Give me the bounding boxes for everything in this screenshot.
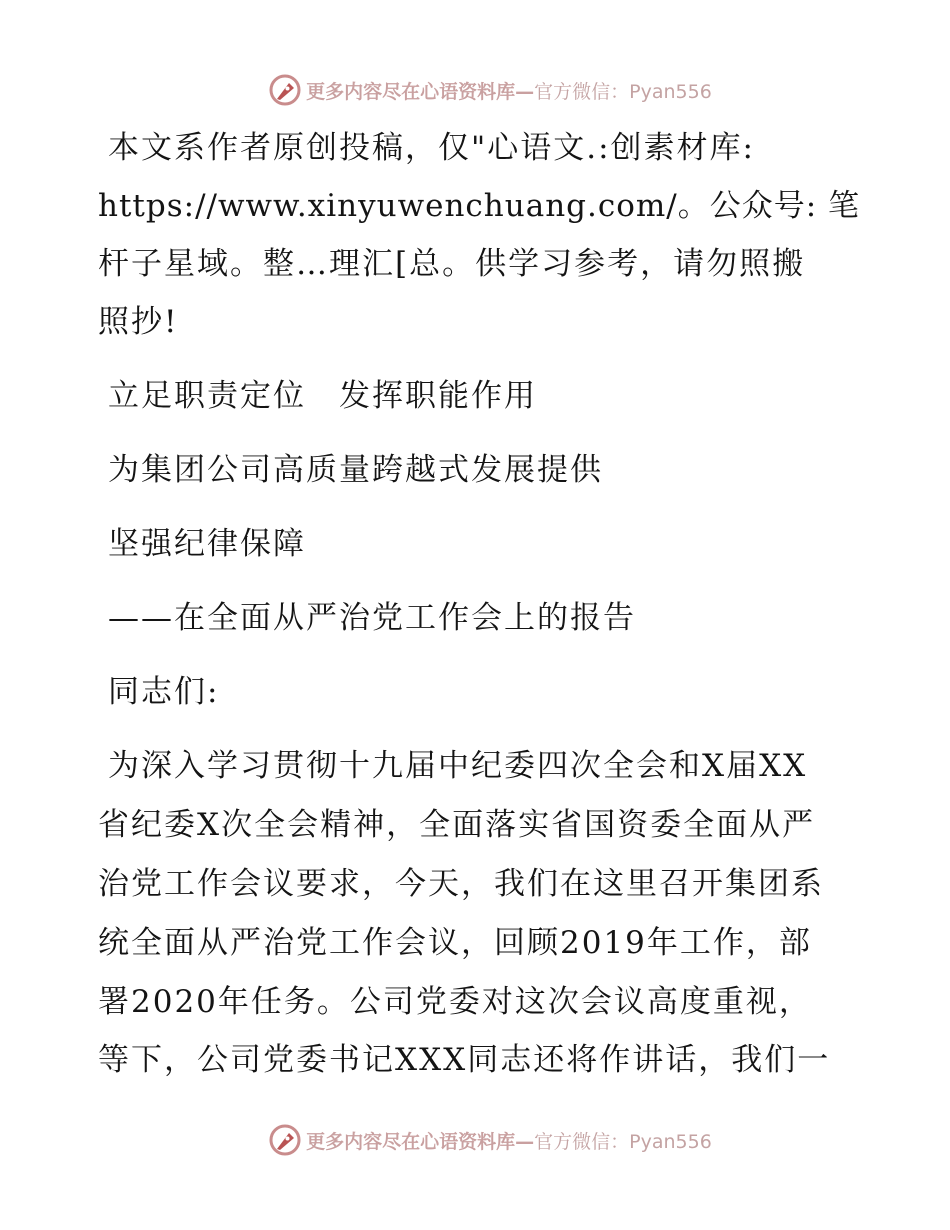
title-line-1: 立足职责定位 发挥职能作用 bbox=[108, 378, 537, 414]
body-line-2: 省纪委X次全会精神，全面落实省国资委全面从严 bbox=[98, 807, 816, 843]
intro-line-3: 杆子星域。整…理汇[总。供学习参考，请勿照搬 bbox=[98, 246, 806, 282]
wechat-label: 官方微信：Pyan556 bbox=[534, 1130, 712, 1153]
subtitle: ——在全面从严治党工作会上的报告 bbox=[108, 600, 636, 636]
body-line-3: 治党工作会议要求，今天，我们在这里召开集团系 bbox=[98, 866, 824, 902]
watermark-text: 更多内容尽在心语资料库—官方微信：Pyan556 bbox=[306, 80, 712, 103]
body-line-5: 署2020年任务。公司党委对这次会议高度重视， bbox=[98, 984, 812, 1020]
wechat-label: 官方微信：Pyan556 bbox=[534, 80, 712, 103]
title-line-3: 坚强纪律保障 bbox=[108, 526, 306, 562]
intro-line-1: 本文系作者原创投稿，仅"心语文.:创素材库: bbox=[108, 130, 755, 166]
intro-line-2: https://www.xinyuwenchuang.com/。公众号: 笔 bbox=[98, 188, 861, 224]
body-line-1: 为深入学习贯彻十九届中纪委四次全会和X届XX bbox=[108, 748, 808, 784]
title-line-2: 为集团公司高质量跨越式发展提供 bbox=[108, 452, 603, 488]
footer-watermark bbox=[0, 1120, 950, 1160]
body-line-6: 等下，公司党委书记XXX同志还将作讲话，我们一 bbox=[98, 1042, 831, 1078]
intro-line-4: 照抄! bbox=[98, 304, 179, 340]
body-line-4: 统全面从严治党工作会议，回顾2019年工作，部 bbox=[98, 925, 812, 961]
pen-nib-logo-icon bbox=[268, 1123, 302, 1157]
pen-nib-logo-icon bbox=[268, 73, 302, 107]
watermark-text: 更多内容尽在心语资料库—官方微信：Pyan556 bbox=[306, 1130, 712, 1153]
salutation: 同志们: bbox=[108, 674, 220, 710]
header-watermark bbox=[0, 70, 950, 110]
